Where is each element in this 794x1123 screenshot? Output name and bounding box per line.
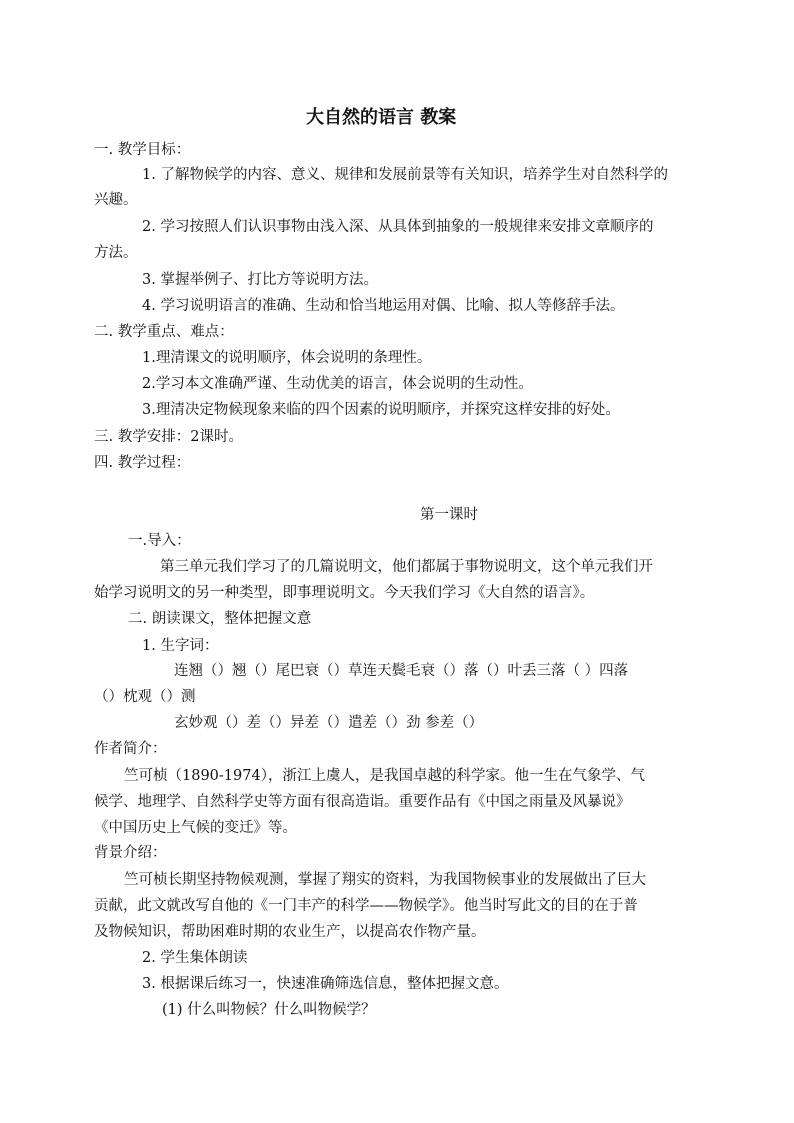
document-title: 大自然的语言 教案 (306, 107, 457, 128)
paragraph-line: 2. 学生集体朗读 (142, 950, 248, 966)
paragraph-line: 2.学习本文准确严谨、生动优美的语言，体会说明的生动性。 (142, 376, 533, 392)
paragraph-line: 候学、地理学、自然科学史等方面有很高造诣。重要作品有《中国之雨量及风暴说》 (94, 794, 631, 810)
paragraph-line: 兴趣。 (94, 192, 138, 208)
paragraph-line: 第三单元我们学习了的几篇说明文，他们都属于事物说明文，这个单元我们开 (160, 559, 653, 575)
paragraph-line: (1) 什么叫物候？什么叫物候学？ (162, 1002, 376, 1018)
section-heading: 二. 教学重点、难点： (94, 324, 234, 340)
paragraph-line: （）枕观（）测 (94, 689, 196, 705)
subsection-heading: 背景介绍： (94, 845, 167, 861)
paragraph-line: 方法。 (94, 245, 138, 261)
paragraph-line: 1. 了解物候学的内容、意义、规律和发展前景等有关知识，培养学生对自然科学的 (142, 167, 668, 183)
paragraph-line: 玄妙观（）差（）异差（）遣差（）劲 参差（） (174, 715, 484, 731)
paragraph-line: 《中国历史上气候的变迁》等。 (94, 820, 297, 836)
paragraph-line: 竺可桢（1890-1974），浙江上虞人，是我国卓越的科学家。他一生在气象学、气 (124, 768, 645, 784)
section-heading: 一. 教学目标： (94, 142, 191, 158)
paragraph-line: 竺可桢长期坚持物候观测，掌握了翔实的资料，为我国物候事业的发展做出了巨大 (124, 872, 646, 888)
subsection-heading: 二. 朗读课文，整体把握文意 (128, 611, 312, 627)
paragraph-line: 2. 学习按照人们认识事物由浅入深、从具体到抽象的一般规律来安排文章顺序的 (142, 219, 654, 235)
lesson-title: 第一课时 (420, 507, 478, 523)
subsection-heading: 一.导入： (128, 533, 191, 549)
paragraph-line: 3. 掌握举例子、打比方等说明方法。 (142, 272, 378, 288)
paragraph-line: 1.理清课文的说明顺序，体会说明的条理性。 (142, 350, 432, 366)
subsection-heading: 作者简介： (94, 741, 167, 757)
paragraph-line: 3.理清决定物候现象来临的四个因素的说明顺序，并探究这样安排的好处。 (142, 402, 620, 418)
paragraph-line: 4. 学习说明语言的准确、生动和恰当地运用对偶、比喻、拟人等修辞手法。 (142, 298, 625, 314)
paragraph-line: 连翘（）翘（）尾巴衰（）草连天鬓毛衰（）落（）叶丢三落（ ）四落 (174, 663, 629, 679)
paragraph-line: 1. 生字词： (142, 638, 219, 654)
section-heading: 四. 教学过程： (94, 455, 191, 471)
paragraph-line: 始学习说明文的另一种类型，即事理说明文。今天我们学习《大自然的语言》。 (94, 585, 595, 601)
section-heading: 三. 教学安排：2课时。 (94, 429, 243, 445)
paragraph-line: 3. 根据课后练习一，快速准确筛选信息，整体把握文意。 (142, 976, 509, 992)
paragraph-line: 贡献，此文就改写自他的《一门丰产的科学——物候学》。他当时写此文的目的在于普 (94, 898, 638, 914)
paragraph-line: 及物候知识，帮助困难时期的农业生产，以提高农作物产量。 (94, 924, 486, 940)
